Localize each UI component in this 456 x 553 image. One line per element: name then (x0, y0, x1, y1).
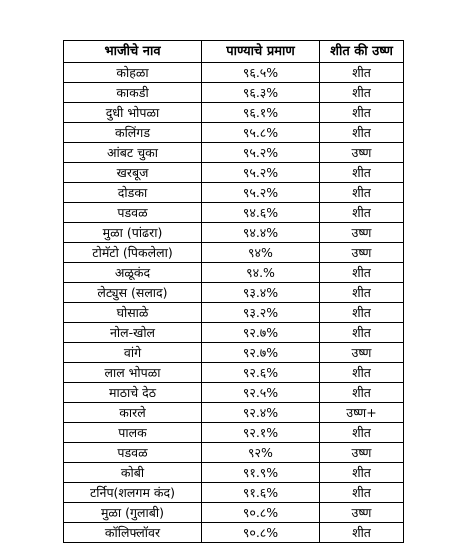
cell-vegetable-name: घोसाळे (64, 303, 202, 323)
table-row (64, 103, 404, 123)
table-row (64, 403, 404, 423)
cell-cold-or-hot: शीत (320, 63, 404, 83)
table-row (64, 63, 404, 83)
cell-water-content: ९५.२% (202, 163, 320, 183)
cell-water-content: ९६.१% (202, 103, 320, 123)
cell-vegetable-name: कलिंगड (64, 123, 202, 143)
cell-water-content: ९४.६% (202, 203, 320, 223)
table-row (64, 463, 404, 483)
table-row (64, 483, 404, 503)
table-row (64, 263, 404, 283)
cell-water-content: ९५.८% (202, 123, 320, 143)
table-row (64, 223, 404, 243)
cell-cold-or-hot: शीत (320, 483, 404, 503)
table-row (64, 143, 404, 163)
table-row (64, 383, 404, 403)
cell-cold-or-hot: उष्ण+ (320, 403, 404, 423)
cell-water-content: ९४.४% (202, 223, 320, 243)
cell-cold-or-hot: शीत (320, 203, 404, 223)
cell-water-content: ९२.६% (202, 363, 320, 383)
cell-vegetable-name: लेट्युस (सलाद) (64, 283, 202, 303)
cell-cold-or-hot: उष्ण (320, 143, 404, 163)
cell-water-content: ९२.१% (202, 423, 320, 443)
table-row (64, 523, 404, 543)
table-row (64, 283, 404, 303)
cell-vegetable-name: टर्निप(शलगम कंद) (64, 483, 202, 503)
cell-vegetable-name: दोडका (64, 183, 202, 203)
cell-water-content: ९२.५% (202, 383, 320, 403)
table-row (64, 323, 404, 343)
cell-vegetable-name: माठाचे देठ (64, 383, 202, 403)
cell-cold-or-hot: शीत (320, 83, 404, 103)
cell-vegetable-name: काकडी (64, 83, 202, 103)
cell-water-content: ९६.५% (202, 63, 320, 83)
cell-cold-or-hot: उष्ण (320, 443, 404, 463)
header-water-content: पाण्याचे प्रमाण (202, 41, 320, 63)
cell-vegetable-name: कोबी (64, 463, 202, 483)
cell-water-content: ९२% (202, 443, 320, 463)
cell-cold-or-hot: शीत (320, 363, 404, 383)
table-row (64, 423, 404, 443)
cell-water-content: ९०.८% (202, 503, 320, 523)
table-row (64, 303, 404, 323)
table-body (64, 63, 404, 543)
cell-vegetable-name: पडवळ (64, 203, 202, 223)
cell-vegetable-name: आंबट चुका (64, 143, 202, 163)
cell-cold-or-hot: शीत (320, 263, 404, 283)
cell-cold-or-hot: शीत (320, 123, 404, 143)
cell-cold-or-hot: उष्ण (320, 503, 404, 523)
cell-vegetable-name: कोहळा (64, 63, 202, 83)
cell-vegetable-name: दुधी भोपळा (64, 103, 202, 123)
table-row (64, 123, 404, 143)
cell-cold-or-hot: उष्ण (320, 343, 404, 363)
cell-water-content: ९६.३% (202, 83, 320, 103)
cell-cold-or-hot: शीत (320, 103, 404, 123)
cell-vegetable-name: कारले (64, 403, 202, 423)
cell-vegetable-name: खरबूज (64, 163, 202, 183)
cell-cold-or-hot: शीत (320, 523, 404, 543)
cell-cold-or-hot: शीत (320, 183, 404, 203)
cell-cold-or-hot: शीत (320, 303, 404, 323)
vegetable-water-table (63, 40, 404, 543)
table-row (64, 183, 404, 203)
table-row (64, 243, 404, 263)
table-header-row (64, 41, 404, 63)
cell-water-content: ९५.२% (202, 183, 320, 203)
header-vegetable-name: भाजीचे नाव (64, 41, 202, 63)
cell-water-content: ९५.२% (202, 143, 320, 163)
table-row (64, 83, 404, 103)
cell-vegetable-name: पडवळ (64, 443, 202, 463)
cell-water-content: ९४.% (202, 263, 320, 283)
cell-vegetable-name: अळूकंद (64, 263, 202, 283)
cell-vegetable-name: मुळा (गुलाबी) (64, 503, 202, 523)
table-row (64, 163, 404, 183)
table-row (64, 203, 404, 223)
cell-water-content: ९२.७% (202, 323, 320, 343)
cell-vegetable-name: पालक (64, 423, 202, 443)
table-row (64, 503, 404, 523)
table-row (64, 363, 404, 383)
cell-cold-or-hot: शीत (320, 163, 404, 183)
cell-cold-or-hot: उष्ण (320, 223, 404, 243)
cell-cold-or-hot: शीत (320, 283, 404, 303)
cell-water-content: ९१.९% (202, 463, 320, 483)
cell-cold-or-hot: शीत (320, 463, 404, 483)
cell-vegetable-name: मुळा (पांढरा) (64, 223, 202, 243)
cell-water-content: ९०.८% (202, 523, 320, 543)
table-row (64, 343, 404, 363)
cell-water-content: ९१.६% (202, 483, 320, 503)
cell-vegetable-name: नोल-खोल (64, 323, 202, 343)
cell-water-content: ९४% (202, 243, 320, 263)
header-cold-or-hot: शीत की उष्ण (320, 41, 404, 63)
cell-cold-or-hot: शीत (320, 423, 404, 443)
cell-water-content: ९२.४% (202, 403, 320, 423)
cell-vegetable-name: वांगे (64, 343, 202, 363)
cell-vegetable-name: लाल भोपळा (64, 363, 202, 383)
cell-cold-or-hot: शीत (320, 323, 404, 343)
table-row (64, 443, 404, 463)
cell-cold-or-hot: उष्ण (320, 243, 404, 263)
cell-vegetable-name: टोमॅटो (पिकलेला) (64, 243, 202, 263)
cell-water-content: ९२.७% (202, 343, 320, 363)
cell-water-content: ९३.२% (202, 303, 320, 323)
cell-cold-or-hot: शीत (320, 383, 404, 403)
cell-vegetable-name: कॉलिफ्लॉवर (64, 523, 202, 543)
cell-water-content: ९३.४% (202, 283, 320, 303)
